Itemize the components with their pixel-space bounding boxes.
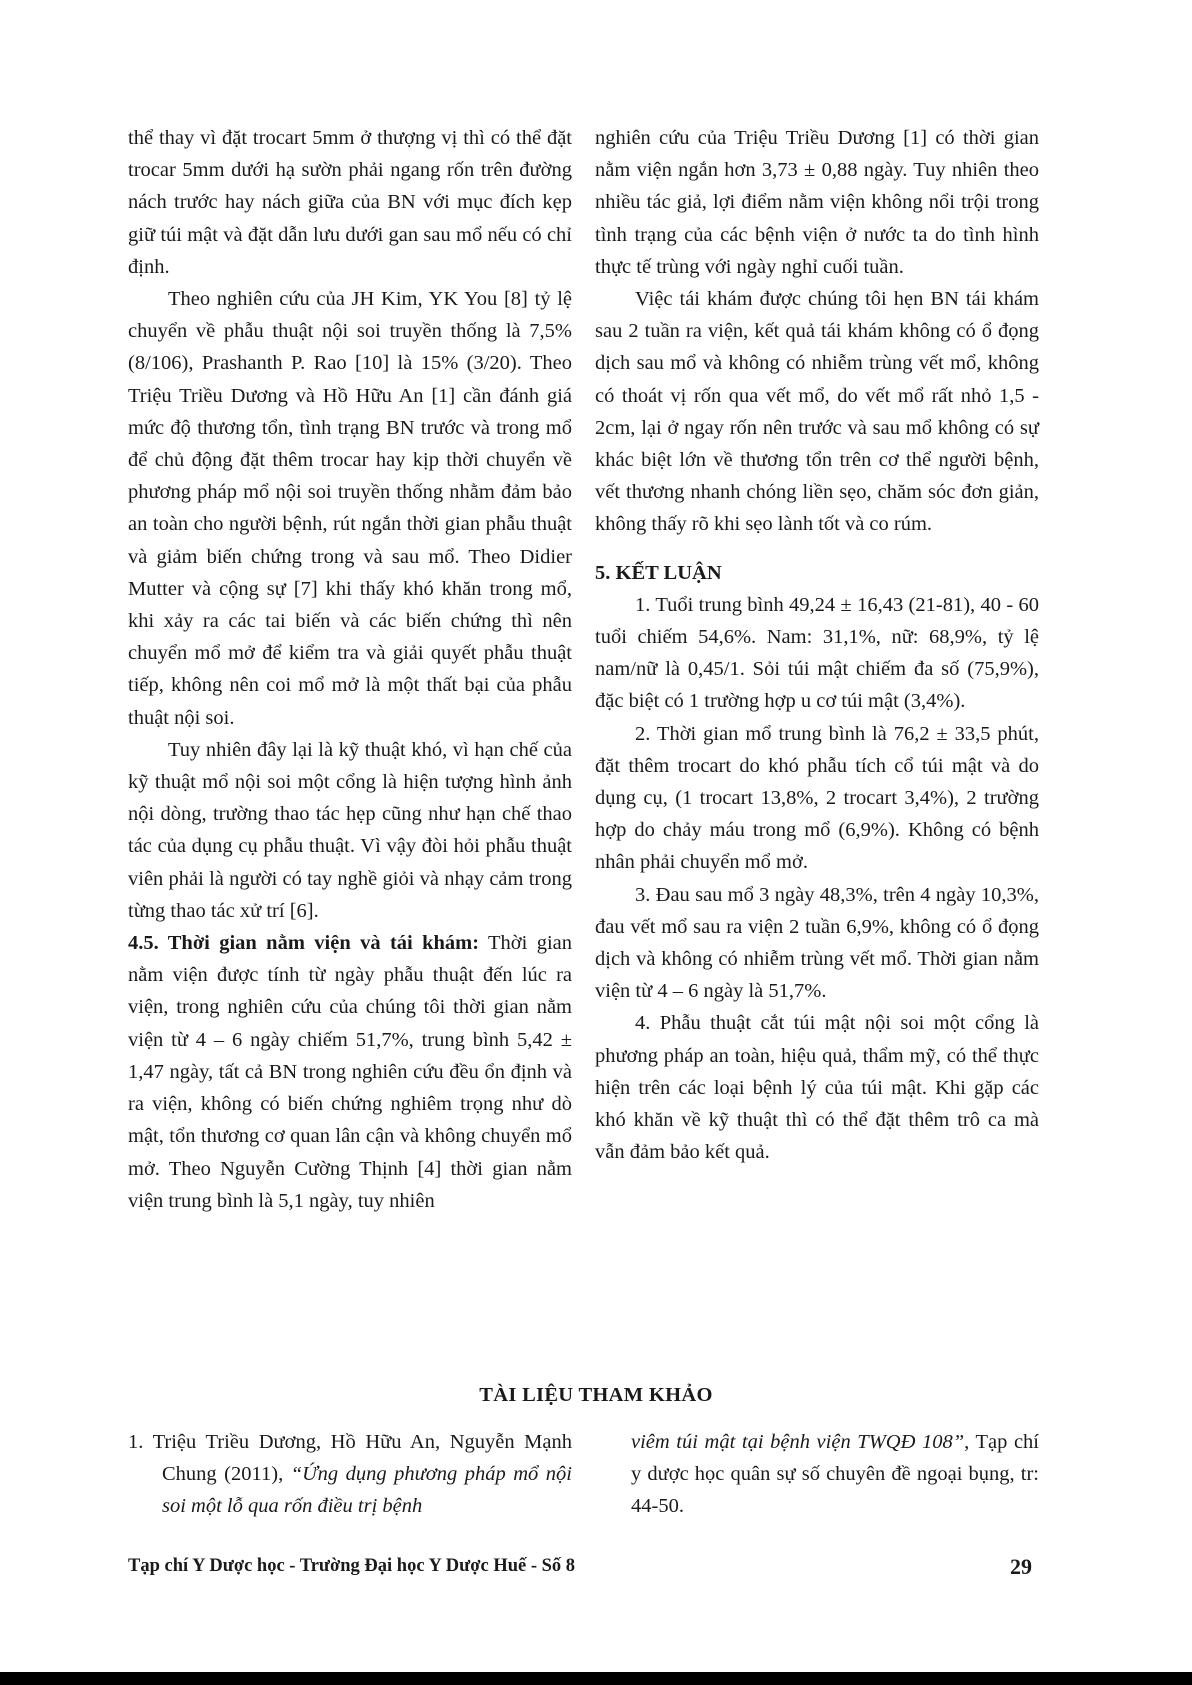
section-heading: 5. KẾT LUẬN [595,561,722,584]
right-column [595,122,1039,1169]
paragraph: Tuy nhiên đây lại là kỹ thuật khó, vì hạn chế của kỹ thuật mổ nội soi một cổng là hiện tượng hình ảnh nội dòng, trường thao tác hẹp cũng như hạn chế thao tác của dụng cụ phẫu thuật. Vì vậy đòi hỏi phẫu thuật viên phải là người có tay nghề giỏi và nhạy cảm trong từng thao tác xử trí [6]. [128,738,572,922]
footer-journal: Tạp chí Y Dược học - Trường Đại học Y Dược Huế - Số 8 [128,1556,576,1576]
reference-source: , Tạp chí y dược học quân sự số chuyên đề ngoại bụng, tr: 44-50. [631,1431,1040,1518]
page-number: 29 [1010,1554,1032,1579]
paragraph: Theo nghiên cứu của JH Kim, YK You [8] tỷ lệ chuyển về phẫu thuật nội soi truyền thống là 7,5% (8/106), Prashanth P. Rao [10] là 15% (3/20). Theo Triệu Triều Dương và Hồ Hữu An [1] cần đánh giá mức độ thương tổn, tình trạng BN trước và trong mổ để chủ động đặt thêm trocar hay kịp thời chuyển về phương pháp mổ nội soi truyền thống nhằm đảm bảo an toàn cho người bệnh, rút ngắn thời gian phẫu thuật và giảm biến chứng trong và sau mổ. Theo Didier Mutter và cộng sự [7] khi thấy khó khăn trong mổ, khi xảy ra các tai biến và các biến chứng thì nên chuyển mổ mở để kiểm tra và giải quyết phẫu thuật tiếp, không nên coi mổ mở là một thất bại của phẫu thuật nội soi. [128,288,572,729]
reference-title: “Ứng dụng phương pháp mổ nội soi một lỗ qua rốn điều trị bệnh [162,1463,572,1518]
conclusion-item: 4. Phẫu thuật cắt túi mật nội soi một cổng là phương pháp an toàn, hiệu quả, thẩm mỹ, có thể thực hiện trên các loại bệnh lý của túi mật. Khi gặp các khó khăn về kỹ thuật thì có thể đặt thêm trô ca mà vẫn đảm bảo kết quả. [595,1012,1039,1164]
reference-item [128,1426,572,1523]
page-bottom-bar [0,1672,1192,1685]
paragraph-text: Thời gian nằm viện được tính từ ngày phẫu thuật đến lúc ra viện, trong nghiên cứu của chúng tôi thời gian nằm viện từ 4 – 6 ngày chiếm 51,7%, trung bình 5,42 ± 1,47 ngày, tất cả BN trong nghiên cứu đều ổn định và ra viện, không có biến chứng nghiêm trọng như dò mật, tổn thương cơ quan lân cận và không chuyển mổ mở. Theo Nguyễn Cường Thịnh [4] thời gian nằm viện trung bình là 5,1 ngày, tuy nhiên [128,932,573,1212]
paragraph: thể thay vì đặt trocart 5mm ở thượng vị thì có thể đặt trocar 5mm dưới hạ sườn phải ngang rốn trên đường nách trước hay nách giữa của BN với mục đích kẹp giữ túi mật và đặt dẫn lưu dưới gan sau mổ nếu có chỉ định. [128,127,572,278]
conclusion-item: 2. Thời gian mổ trung bình là 76,2 ± 33,5 phút, đặt thêm trocart do khó phẫu tích cổ túi mật và do dụng cụ, (1 trocart 13,8%, 2 trocart 3,4%), 2 trường hợp do chảy máu trong mổ (6,9%). Không có bệnh nhân phải chuyển mổ mở. [595,722,1039,874]
conclusion-item: 3. Đau sau mổ 3 ngày 48,3%, trên 4 ngày 10,3%, đau vết mổ sau ra viện 2 tuần 6,9%, không có ổ đọng dịch và không có nhiễm trùng vết mổ. Thời gian nằm viện từ 4 – 6 ngày là 51,7%. [595,883,1039,1003]
left-column [128,122,572,1217]
reference-title: viêm túi mật tại bệnh viện TWQĐ 108” [631,1431,965,1453]
paragraph [128,927,572,1217]
paragraph: Việc tái khám được chúng tôi hẹn BN tái khám sau 2 tuần ra viện, kết quả tái khám không có ổ đọng dịch sau mổ và không có nhiễm trùng vết mổ, không có thoát vị rốn qua vết mổ, do vết mổ rất nhỏ 1,5 - 2cm, lại ở ngay rốn nên trước và sau mổ không có sự khác biệt lớn về thương tổn trên cơ thể người bệnh, vết thương nhanh chóng liền sẹo, chăm sóc đơn giản, không thấy rõ khi sẹo lành tốt và co rúm. [595,288,1039,536]
subsection-heading: 4.5. Thời gian nằm viện và tái khám: [128,932,480,955]
reference-item-continued [595,1426,1039,1523]
reference-authors: 1. Triệu Triều Dương, Hồ Hữu An, Nguyễn Mạnh Chung (2011), [128,1431,572,1486]
paragraph: nghiên cứu của Triệu Triều Dương [1] có thời gian nằm viện ngắn hơn 3,73 ± 0,88 ngày. Tuy nhiên theo nhiều tác giả, lợi điểm nằm viện không nổi trội trong tình trạng của các bệnh viện ở nước ta do tình hình thực tế trùng với ngày nghỉ cuối tuần. [595,127,1039,278]
references-title: TÀI LIỆU THAM KHẢO [479,1384,713,1406]
conclusion-item: 1. Tuổi trung bình 49,24 ± 16,43 (21-81), 40 - 60 tuổi chiếm 54,6%. Nam: 31,1%, nữ: 68,9%, tỷ lệ nam/nữ là 0,45/1. Sỏi túi mật chiếm đa số (75,9%), đặc biệt có 1 trường hợp u cơ túi mật (3,4%). [595,593,1039,713]
